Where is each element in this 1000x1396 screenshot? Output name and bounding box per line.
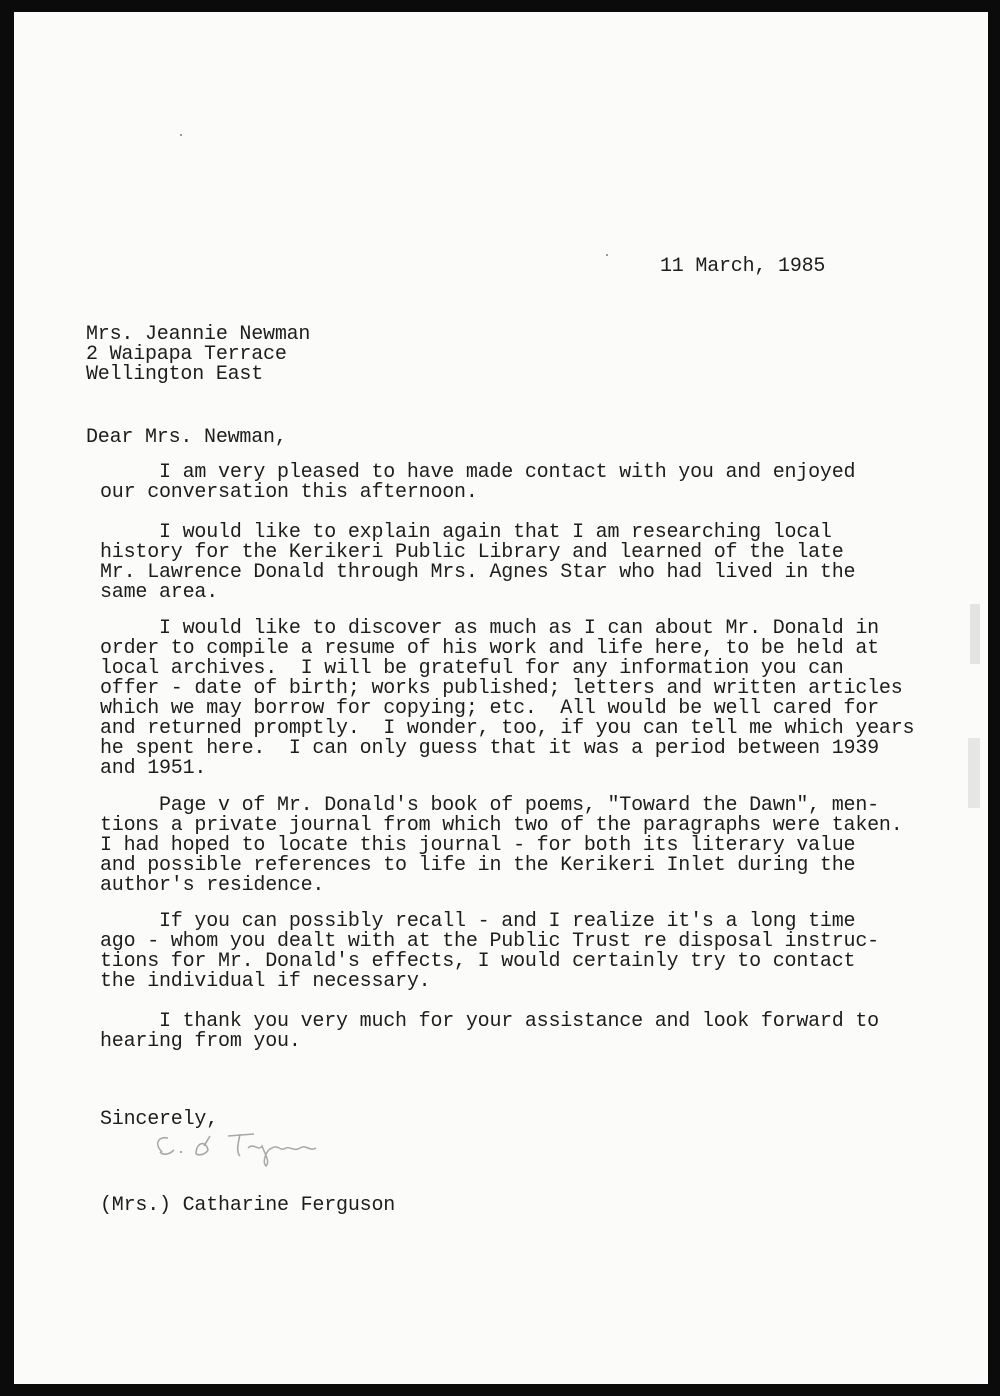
paragraph-3-line-8: and 1951. xyxy=(100,757,207,780)
signer-name: (Mrs.) Catharine Ferguson xyxy=(100,1194,396,1217)
paragraph-2-line-4: same area. xyxy=(100,581,219,604)
recipient-street: 2 Waipapa Terrace xyxy=(86,343,287,366)
paper-speck xyxy=(606,254,608,256)
recipient-city: Wellington East xyxy=(86,363,264,386)
paragraph-4-line-1: Page v of Mr. Donald's book of poems, "Toward the Dawn", men- xyxy=(100,794,879,817)
paper-speck xyxy=(180,134,182,136)
paragraph-2-line-2: history for the Kerikeri Public Library and learned of the late xyxy=(100,541,844,564)
letter-date: 11 March, 1985 xyxy=(660,255,826,278)
paragraph-4-line-3: I had hoped to locate this journal - for both its literary value xyxy=(100,834,856,857)
paragraph-3-line-2: order to compile a resume of his work and life here, to be held at xyxy=(100,637,879,660)
paragraph-5-line-3: tions for Mr. Donald's effects, I would certainly try to contact xyxy=(100,950,856,973)
paragraph-6-line-2: hearing from you. xyxy=(100,1030,301,1053)
paper-bleed-mark xyxy=(968,738,980,808)
paragraph-4-line-5: author's residence. xyxy=(100,874,325,897)
paragraph-3-line-5: which we may borrow for copying; etc. All would be well cared for xyxy=(100,697,879,720)
paragraph-2-line-1: I would like to explain again that I am researching local xyxy=(100,521,832,544)
paragraph-4-line-4: and possible references to life in the Kerikeri Inlet during the xyxy=(100,854,856,877)
paragraph-5-line-2: ago - whom you dealt with at the Public Trust re disposal instruc- xyxy=(100,930,879,953)
paragraph-4-line-2: tions a private journal from which two of the paragraphs were taken. xyxy=(100,814,903,837)
paragraph-1-line-2: our conversation this afternoon. xyxy=(100,481,478,504)
paragraph-5-line-1: If you can possibly recall - and I realize it's a long time xyxy=(100,910,856,933)
paragraph-3-line-1: I would like to discover as much as I can about Mr. Donald in xyxy=(100,617,879,640)
paragraph-5-line-4: the individual if necessary. xyxy=(100,970,431,993)
paragraph-3-line-7: he spent here. I can only guess that it was a period between 1939 xyxy=(100,737,879,760)
letter-page xyxy=(14,12,988,1384)
paragraph-3-line-6: and returned promptly. I wonder, too, if you can tell me which years xyxy=(100,717,915,740)
salutation: Dear Mrs. Newman, xyxy=(86,426,287,449)
paragraph-3-line-4: offer - date of birth; works published; letters and written articles xyxy=(100,677,903,700)
paragraph-6-line-1: I thank you very much for your assistance and look forward to xyxy=(100,1010,879,1033)
paper-bleed-mark xyxy=(970,604,980,664)
paragraph-3-line-3: local archives. I will be grateful for any information you can xyxy=(100,657,844,680)
letter-body xyxy=(14,12,988,1384)
recipient-name: Mrs. Jeannie Newman xyxy=(86,323,311,346)
handwritten-signature xyxy=(144,1122,344,1172)
closing: Sincerely, xyxy=(100,1108,219,1131)
paragraph-1-line-1: I am very pleased to have made contact with you and enjoyed xyxy=(100,461,856,484)
paragraph-2-line-3: Mr. Lawrence Donald through Mrs. Agnes Star who had lived in the xyxy=(100,561,856,584)
